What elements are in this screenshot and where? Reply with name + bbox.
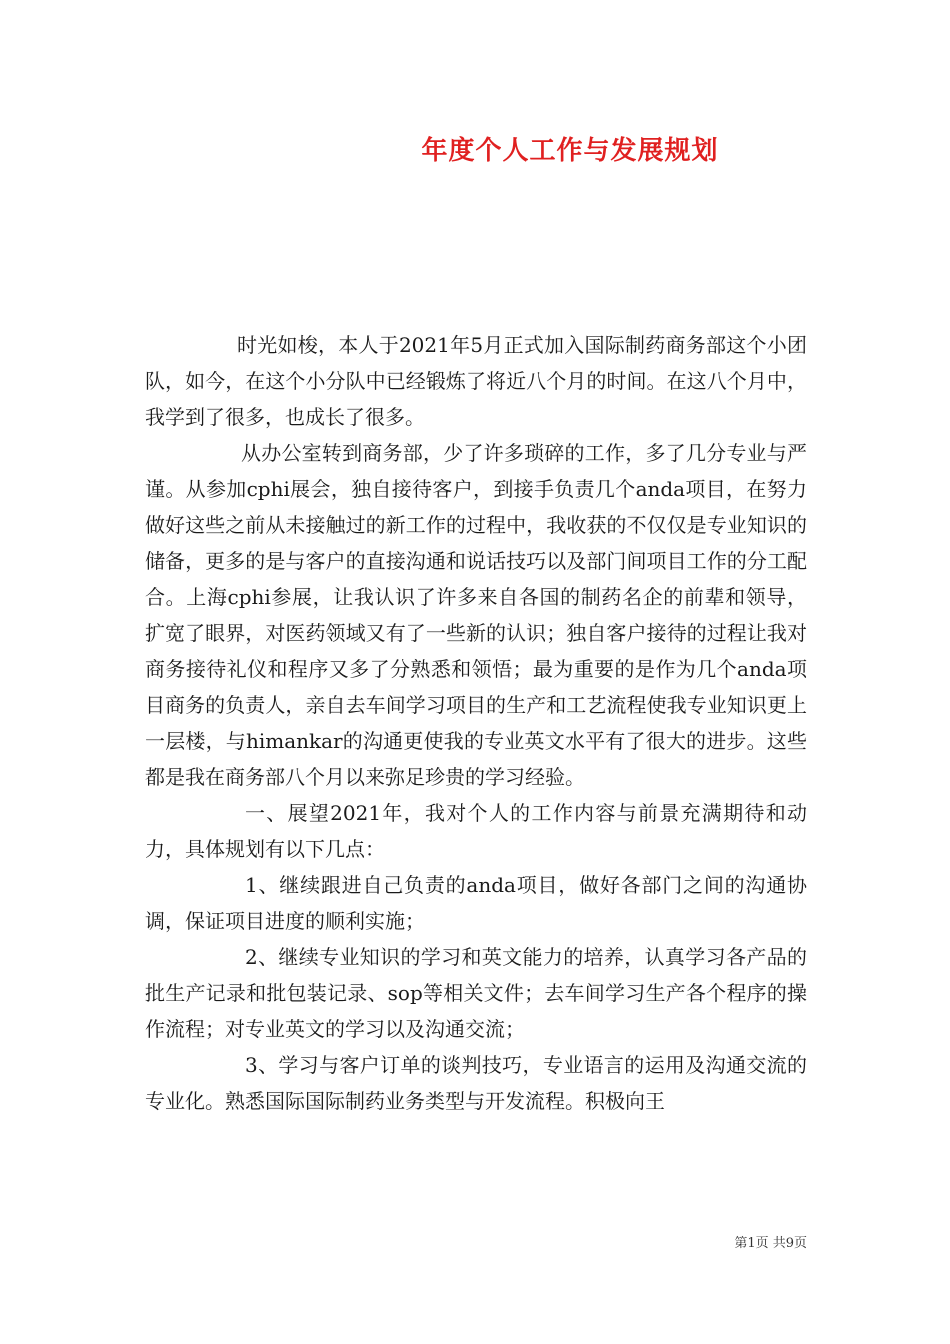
- paragraph-plan-2: 2、继续专业知识的学习和英文能力的培养，认真学习各产品的批生产记录和批包装记录、sop等相关文件；去车间学习生产各个程序的操作流程；对专业英文的学习以及沟通交流；: [145, 945, 807, 1041]
- page-number: 第1页 共9页: [734, 1236, 807, 1251]
- paragraph-experience: 从办公室转到商务部，少了许多琐碎的工作，多了几分专业与严谨。从参加cphi展会，独自接待客户，到接手负责几个anda项目，在努力做好这些之前从未接触过的新工作的过程中，我收获的不仅仅是专业知识的储备，更多的是与客户的直接沟通和说话技巧以及部门间项目工作的分工配合。上海cphi参展，让我认识了许多来自各国的制药名企的前辈和领导，扩宽了眼界，对医药领域又有了一些新的认识；独自客户接待的过程让我对商务接待礼仪和程序又多了分熟悉和领悟；最为重要的是作为几个anda项目商务的负责人，亲自去车间学习项目的生产和工艺流程使我专业知识更上一层楼，与himankar的沟通更使我的专业英文水平有了很大的进步。这些都是我在商务部八个月以来弥足珍贵的学习经验。: [145, 441, 807, 789]
- document-body: [145, 327, 807, 1119]
- document-title: 年度个人工作与发展规划: [421, 136, 719, 166]
- paragraph-plan-3: 3、学习与客户订单的谈判技巧，专业语言的运用及沟通交流的专业化。熟悉国际国际制药业务类型与开发流程。积极向王: [145, 1053, 807, 1113]
- paragraph-plan-1: 1、继续跟进自己负责的anda项目，做好各部门之间的沟通协调，保证项目进度的顺利实施；: [145, 873, 807, 933]
- paragraph-outlook: 一、展望2021年，我对个人的工作内容与前景充满期待和动力，具体规划有以下几点：: [145, 801, 807, 861]
- paragraph-intro: 时光如梭，本人于2021年5月正式加入国际制药商务部这个小团队，如今，在这个小分队中已经锻炼了将近八个月的时间。在这八个月中，我学到了很多，也成长了很多。: [145, 333, 807, 429]
